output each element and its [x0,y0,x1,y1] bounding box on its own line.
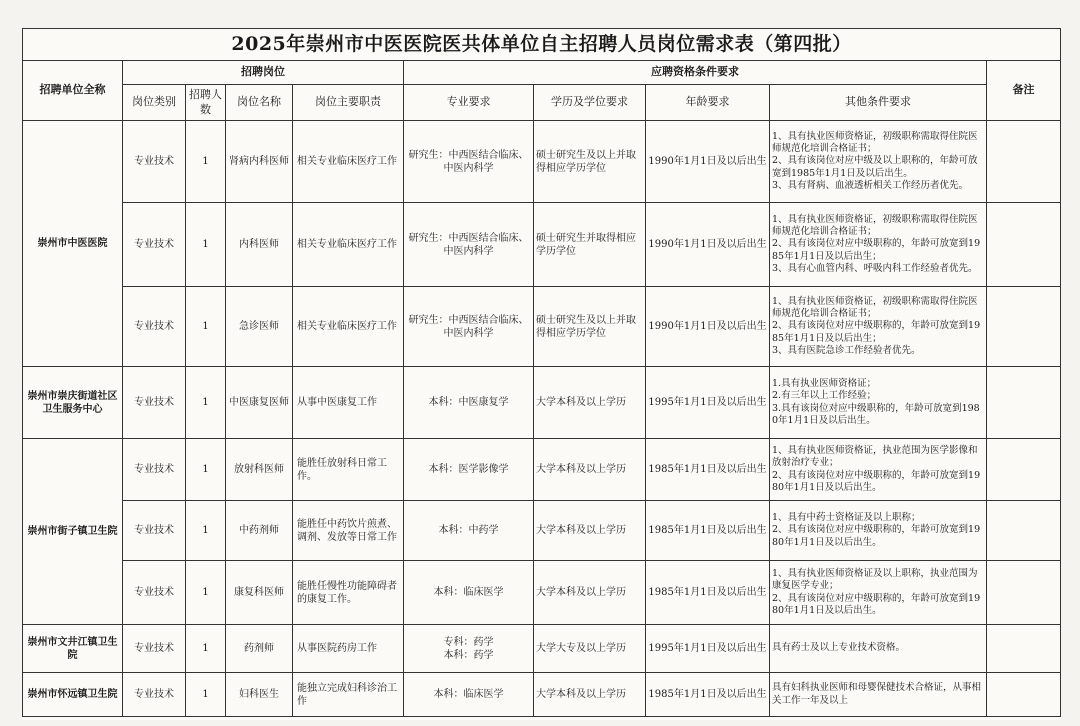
category-cell: 专业技术 [123,287,186,367]
other-cell: 1、具有执业医师资格证，初级职称需取得住院医师规范化培训合格证书； 2、具有该岗位对应中级职称的，年龄可放宽到1985年1月1日及以后出生； 3、具有心血管内科、呼吸内科工作经验者优先。 [770,203,987,287]
table-row [23,203,1061,287]
age-cell: 1985年1月1日及以后出生 [646,673,770,717]
category-cell: 专业技术 [123,561,186,625]
age-cell: 1995年1月1日及以后出生 [646,367,770,439]
category-cell: 专业技术 [123,673,186,717]
duties-cell: 相关专业临床医疗工作 [293,203,404,287]
table-row [23,625,1061,673]
other-cell: 1、具有执业医师资格证及以上职称，执业范围为康复医学专业； 2、具有该岗位对应中级职称的，年龄可放宽到1980年1月1日及以后出生。 [770,561,987,625]
major-cell: 本科：中药学 [404,501,534,561]
education-cell: 大学本科及以上学历 [534,439,646,501]
post-name-cell: 中药剂师 [226,501,293,561]
post-name-cell: 康复科医师 [226,561,293,625]
count-cell: 1 [186,501,226,561]
unit-name-cell: 崇州市文井江镇卫生院 [23,625,123,673]
header-remark: 备注 [987,61,1061,121]
count-cell: 1 [186,439,226,501]
major-cell: 本科：临床医学 [404,673,534,717]
education-cell: 大学本科及以上学历 [534,561,646,625]
education-cell: 大学本科及以上学历 [534,501,646,561]
table-row [23,287,1061,367]
post-name-cell: 放射科医师 [226,439,293,501]
duties-cell: 能胜任放射科日常工作。 [293,439,404,501]
category-cell: 专业技术 [123,439,186,501]
age-cell: 1985年1月1日及以后出生 [646,561,770,625]
post-name-cell: 药剂师 [226,625,293,673]
header-category: 岗位类别 [123,85,186,121]
post-name-cell: 急诊医师 [226,287,293,367]
header-duties: 岗位主要职责 [293,85,404,121]
remark-cell [987,367,1061,439]
major-cell: 本科：医学影像学 [404,439,534,501]
count-cell: 1 [186,121,226,203]
remark-cell [987,561,1061,625]
age-cell: 1990年1月1日及以后出生 [646,121,770,203]
major-cell: 研究生：中西医结合临床、中医内科学 [404,121,534,203]
other-cell: 1、具有执业医师资格证，初级职称需取得住院医师规范化培训合格证书； 2、具有该岗位对应中级职称的，年龄可放宽到1985年1月1日及以后出生； 3、具有医院急诊工作经验者优先。 [770,287,987,367]
duties-cell: 相关专业临床医疗工作 [293,121,404,203]
table-row [23,501,1061,561]
post-name-cell: 中医康复医师 [226,367,293,439]
header-count: 招聘人数 [186,85,226,121]
table-row [23,673,1061,717]
other-cell: 具有药士及以上专业技术资格。 [770,625,987,673]
major-cell: 本科：中医康复学 [404,367,534,439]
major-cell: 研究生：中西医结合临床、中医内科学 [404,203,534,287]
header-education: 学历及学位要求 [534,85,646,121]
major-cell: 研究生：中西医结合临床、中医内科学 [404,287,534,367]
age-cell: 1990年1月1日及以后出生 [646,203,770,287]
count-cell: 1 [186,673,226,717]
unit-name-cell: 崇州市崇庆街道社区卫生服务中心 [23,367,123,439]
remark-cell [987,121,1061,203]
education-cell: 硕士研究生及以上并取得相应学历学位 [534,287,646,367]
age-cell: 1990年1月1日及以后出生 [646,287,770,367]
remark-cell [987,287,1061,367]
duties-cell: 能胜任中药饮片煎煮、调剂、发放等日常工作 [293,501,404,561]
header-major: 专业要求 [404,85,534,121]
education-cell: 大学本科及以上学历 [534,673,646,717]
header-group-post: 招聘岗位 [123,61,404,85]
recruitment-sheet [22,28,1060,720]
post-name-cell: 肾病内科医师 [226,121,293,203]
recruitment-table [22,28,1061,717]
count-cell: 1 [186,367,226,439]
header-unit: 招聘单位全称 [23,61,123,121]
category-cell: 专业技术 [123,625,186,673]
education-cell: 硕士研究生及以上并取得相应学历学位 [534,121,646,203]
age-cell: 1995年1月1日及以后出生 [646,625,770,673]
header-group-qualification: 应聘资格条件要求 [404,61,987,85]
unit-name-cell: 崇州市街子镇卫生院 [23,439,123,625]
count-cell: 1 [186,561,226,625]
count-cell: 1 [186,203,226,287]
category-cell: 专业技术 [123,203,186,287]
remark-cell [987,625,1061,673]
other-cell: 具有妇科执业医师和母婴保健技术合格证，从事相关工作一年及以上 [770,673,987,717]
header-post-name: 岗位名称 [226,85,293,121]
other-cell: 1、具有中药士资格证及以上职称； 2、具有该岗位对应中级职称的，年龄可放宽到1980年1月1日及以后出生。 [770,501,987,561]
duties-cell: 从事中医康复工作 [293,367,404,439]
duties-cell: 能胜任慢性功能障碍者的康复工作。 [293,561,404,625]
header-other: 其他条件要求 [770,85,987,121]
education-cell: 大学本科及以上学历 [534,367,646,439]
duties-cell: 能独立完成妇科诊治工作 [293,673,404,717]
post-name-cell: 妇科医生 [226,673,293,717]
other-cell: 1、具有执业医师资格证，初级职称需取得住院医师规范化培训合格证书； 2、具有该岗位对应中级及以上职称的，年龄可放宽到1985年1月1日及以后出生。 3、具有肾病、血液透析相关工作经历者优先。 [770,121,987,203]
remark-cell [987,439,1061,501]
category-cell: 专业技术 [123,121,186,203]
page-title: 2025年崇州市中医医院医共体单位自主招聘人员岗位需求表（第四批） [23,29,1061,61]
unit-name-cell: 崇州市中医医院 [23,121,123,367]
category-cell: 专业技术 [123,367,186,439]
education-cell: 硕士研究生并取得相应学历学位 [534,203,646,287]
table-row [23,439,1061,501]
major-cell: 专科：药学 本科：药学 [404,625,534,673]
category-cell: 专业技术 [123,501,186,561]
post-name-cell: 内科医师 [226,203,293,287]
count-cell: 1 [186,625,226,673]
remark-cell [987,501,1061,561]
duties-cell: 相关专业临床医疗工作 [293,287,404,367]
age-cell: 1985年1月1日及以后出生 [646,501,770,561]
remark-cell [987,203,1061,287]
other-cell: 1、具有执业医师资格证，执业范围为医学影像和放射治疗专业； 2、具有该岗位对应中级职称的，年龄可放宽到1980年1月1日及以后出生。 [770,439,987,501]
table-row [23,121,1061,203]
major-cell: 本科：临床医学 [404,561,534,625]
other-cell: 1.具有执业医师资格证； 2.有三年以上工作经验； 3.具有该岗位对应中级职称的，年龄可放宽到1980年1月1日及以后出生。 [770,367,987,439]
age-cell: 1985年1月1日及以后出生 [646,439,770,501]
table-row [23,561,1061,625]
duties-cell: 从事医院药房工作 [293,625,404,673]
remark-cell [987,673,1061,717]
unit-name-cell: 崇州市怀远镇卫生院 [23,673,123,717]
header-age: 年龄要求 [646,85,770,121]
count-cell: 1 [186,287,226,367]
table-row [23,367,1061,439]
education-cell: 大学大专及以上学历 [534,625,646,673]
